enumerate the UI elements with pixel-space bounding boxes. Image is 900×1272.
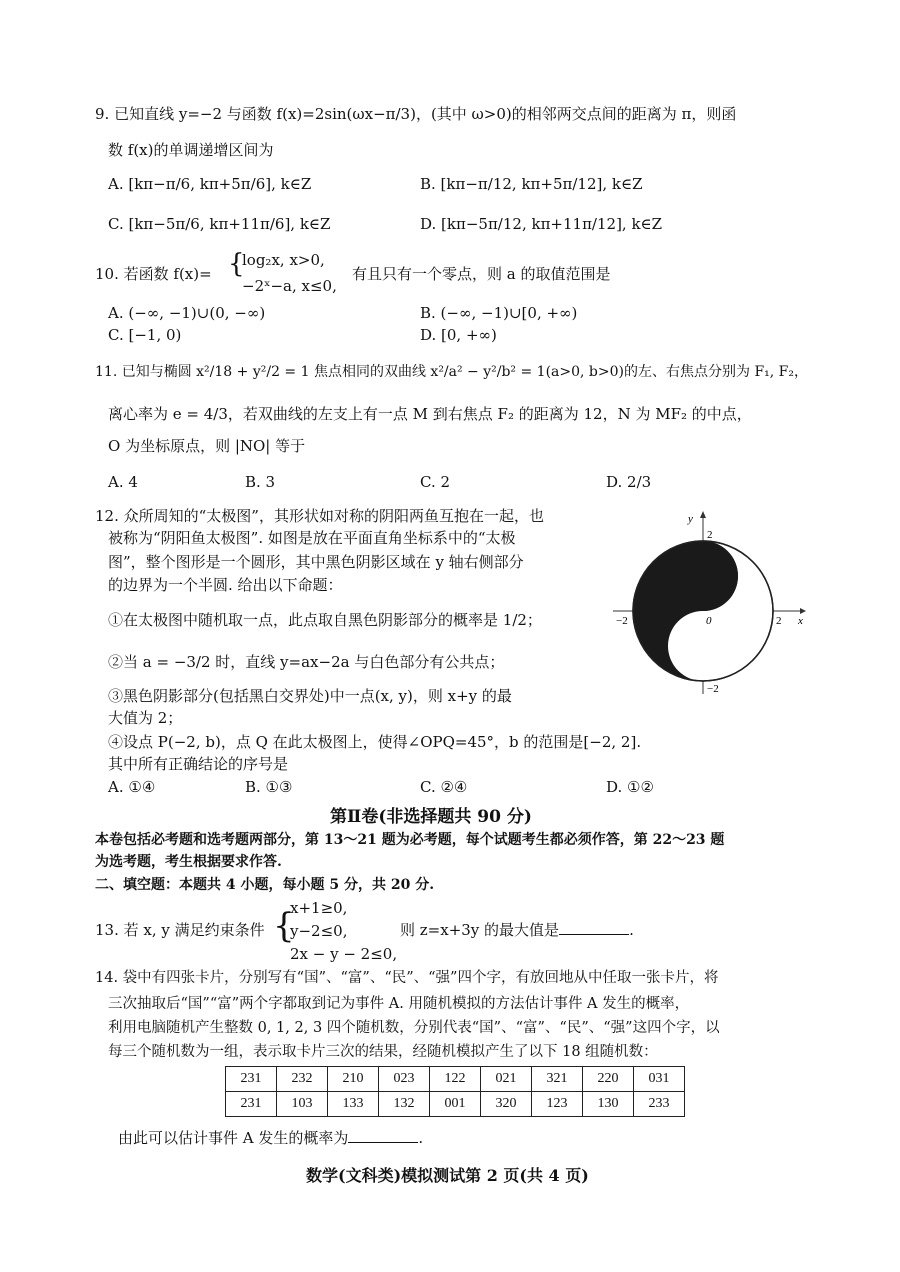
- q10-prefix: 10. 若函数 f(x)=: [95, 265, 212, 283]
- q12-statement-2: ②当 a = −3/2 时，直线 y=ax−2a 与白色部分有公共点；: [108, 653, 505, 671]
- random-number-table: [225, 1066, 685, 1117]
- table-cell: 103: [277, 1092, 328, 1117]
- q14-line: 利用电脑随机产生整数 0, 1, 2, 3 四个随机数，分别代表“国”、“富”、“民”、“强”这四个字，以: [108, 1020, 720, 1036]
- table-row: [226, 1067, 685, 1092]
- y-axis-label: y: [688, 513, 693, 525]
- q13-prefix: 13. 若 x, y 满足约束条件: [95, 921, 265, 939]
- q9-option-b: B. [kπ−π/12, kπ+5π/12], k∈Z: [420, 175, 643, 193]
- taiji-figure: [608, 508, 808, 698]
- q14-tail: [118, 1128, 423, 1148]
- table-cell: 231: [226, 1092, 277, 1117]
- tick-right: 2: [776, 615, 782, 627]
- q14-line: 三次抽取后“国”“富”两个字都取到记为事件 A. 用随机模拟的方法估计事件 A 发生的概率，: [108, 996, 690, 1012]
- table-cell: 132: [379, 1092, 430, 1117]
- q14-line: 14. 袋中有四张卡片，分别写有“国”、“富”、“民”、“强”四个字，有放回地从中任取一张卡片，将: [95, 970, 719, 986]
- q11-line2: 离心率为 e = 4/3，若双曲线的左支上有一点 M 到右焦点 F₂ 的距离为 12，N 为 MF₂ 的中点，: [108, 405, 752, 423]
- table-cell: 021: [481, 1067, 532, 1092]
- table-cell: 233: [634, 1092, 685, 1117]
- tick-bottom: −2: [707, 683, 719, 695]
- q12-option-c: C. ②④: [420, 778, 468, 796]
- tick-top: 2: [707, 529, 713, 541]
- section2-desc2: 为选考题，考生根据要求作答.: [95, 854, 282, 870]
- q10-option-b: B. (−∞, −1)∪[0, +∞): [420, 304, 578, 322]
- q11-line1: 11. 已知与椭圆 x²/18 + y²/2 = 1 焦点相同的双曲线 x²/a² − y²/b² = 1(a>0, b>0)的左、右焦点分别为 F₁, F₂，: [95, 364, 808, 380]
- q9-option-d: D. [kπ−5π/12, kπ+11π/12], k∈Z: [420, 215, 663, 233]
- q12-line: 被称为“阴阳鱼太极图”. 如图是放在平面直角坐标系中的“太极: [108, 529, 516, 547]
- table-cell: 321: [532, 1067, 583, 1092]
- q11-option-a: A. 4: [108, 473, 138, 491]
- table-cell: 220: [583, 1067, 634, 1092]
- q13-brace: {: [273, 906, 295, 946]
- q10-option-c: C. [−1, 0): [108, 326, 182, 344]
- q12-line: 图”，整个图形是一个圆形，其中黑色阴影区域在 y 轴右侧部分: [108, 553, 524, 571]
- q14-line: 每三个随机数为一组，表示取卡片三次的结果，经随机模拟产生了以下 18 组随机数：: [108, 1044, 658, 1060]
- q14-tail-text: 由此可以估计事件 A 发生的概率为: [118, 1129, 349, 1147]
- q10-suffix: 有且只有一个零点，则 a 的取值范围是: [352, 265, 611, 283]
- q12-line: 12. 众所周知的“太极图”，其形状如对称的阴阳两鱼互抱在一起，也: [95, 507, 544, 525]
- table-cell: 133: [328, 1092, 379, 1117]
- q12-option-b: B. ①③: [245, 778, 293, 796]
- q12-statement-3: ③黑色阴影部分(包括黑白交界处)中一点(x, y)，则 x+y 的最: [108, 687, 512, 705]
- q11-option-b: B. 3: [245, 473, 276, 491]
- q13-constraint-3: 2x − y − 2≤0,: [290, 945, 398, 963]
- table-cell: 231: [226, 1067, 277, 1092]
- table-cell: 232: [277, 1067, 328, 1092]
- q12-statement-1: ①在太极图中随机取一点，此点取自黑色阴影部分的概率是 1/2；: [108, 611, 542, 629]
- q13-constraint-2: y−2≤0,: [290, 922, 348, 940]
- table-cell: 210: [328, 1067, 379, 1092]
- page-footer: 数学(文科类)模拟测试第 2 页(共 4 页): [306, 1166, 589, 1185]
- q13-constraint-1: x+1≥0,: [290, 899, 348, 917]
- q12-line: 其中所有正确结论的序号是: [108, 755, 289, 773]
- table-cell: 001: [430, 1092, 481, 1117]
- q10-option-d: D. [0, +∞): [420, 326, 497, 344]
- q12-line: 的边界为一个半圆. 给出以下命题：: [108, 576, 343, 594]
- table-cell: 130: [583, 1092, 634, 1117]
- q14-answer-blank[interactable]: [348, 1128, 418, 1143]
- x-axis-label: x: [798, 615, 803, 627]
- q9-option-a: A. [kπ−π/6, kπ+5π/6], k∈Z: [108, 175, 312, 193]
- table-row: [226, 1092, 685, 1117]
- table-cell: 031: [634, 1067, 685, 1092]
- q12-statement-4: ④设点 P(−2, b)，点 Q 在此太极图上，使得∠OPQ=45°，b 的范围是[−2, 2].: [108, 733, 642, 751]
- tick-left: −2: [616, 615, 628, 627]
- q12-option-a: A. ①④: [108, 778, 156, 796]
- table-cell: 122: [430, 1067, 481, 1092]
- q12-option-d: D. ①②: [606, 778, 654, 796]
- table-cell: 123: [532, 1092, 583, 1117]
- q13-suffix-text: 则 z=x+3y 的最大值是: [400, 921, 560, 939]
- q12-line: 大值为 2；: [108, 709, 183, 727]
- q9-option-c: C. [kπ−5π/6, kπ+11π/6], k∈Z: [108, 215, 331, 233]
- q9-line2: 数 f(x)的单调递增区间为: [108, 141, 274, 159]
- table-cell: 320: [481, 1092, 532, 1117]
- q14-end: .: [418, 1129, 424, 1147]
- q13-end: .: [629, 921, 634, 939]
- q13-suffix: [400, 920, 634, 940]
- q10-brace: {: [228, 249, 245, 279]
- section2-desc1: 本卷包括必考题和选考题两部分，第 13～21 题为必考题，每个试题考生都必须作答，第 22～23 题: [95, 832, 725, 848]
- q11-option-d: D. 2/3: [606, 473, 652, 491]
- tick-origin: 0: [706, 615, 712, 627]
- section2-title: 第Ⅱ卷(非选择题共 90 分): [330, 807, 532, 827]
- section2-part-heading: 二、填空题：本题共 4 小题，每小题 5 分，共 20 分.: [95, 877, 435, 893]
- q9-line1: 9. 已知直线 y=−2 与函数 f(x)=2sin(ωx−π/3)，(其中 ω>0)的相邻两交点间的距离为 π，则函: [95, 105, 737, 123]
- q11-option-c: C. 2: [420, 473, 451, 491]
- q10-option-a: A. (−∞, −1)∪(0, −∞): [108, 304, 266, 322]
- q10-case2: −2ˣ−a, x≤0,: [242, 277, 337, 295]
- q10-case1: log₂x, x>0,: [242, 251, 325, 269]
- q11-line3: O 为坐标原点，则 |NO| 等于: [108, 437, 306, 455]
- q13-answer-blank[interactable]: [559, 920, 629, 935]
- y-axis-arrow: [700, 511, 706, 518]
- x-axis-arrow: [800, 608, 806, 614]
- table-cell: 023: [379, 1067, 430, 1092]
